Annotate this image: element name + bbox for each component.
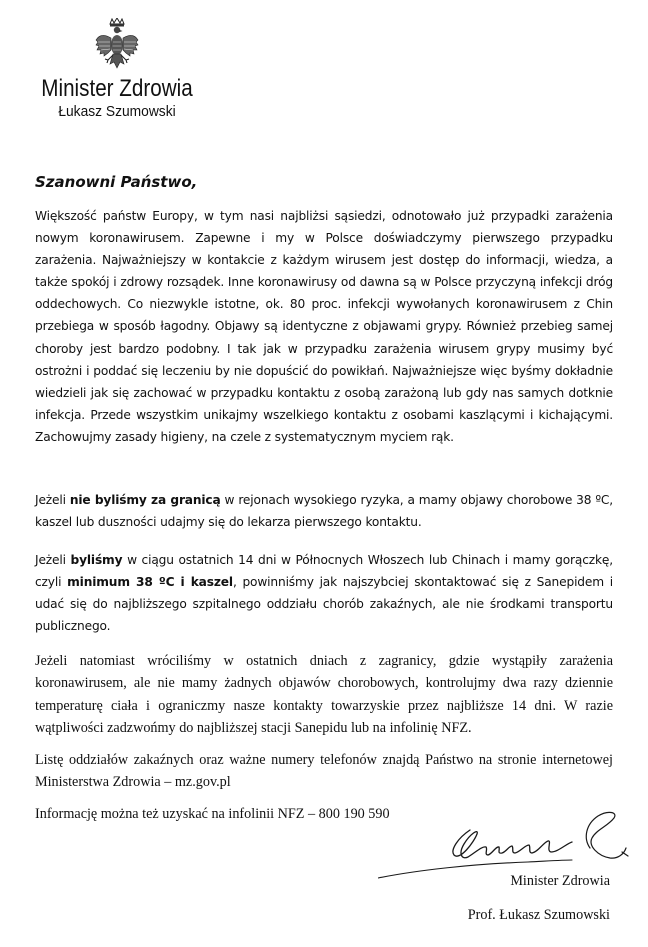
signature-title: Minister Zdrowia: [510, 873, 610, 889]
paragraph-abroad: Jeżeli byliśmy w ciągu ostatnich 14 dni w Północnych Włoszech lub Chinach i mamy gorączkę, czyli minimum 38 ºC i kaszel, powinniśmy jak najszybciej skontaktować się z Sanepidem i udać się do najbliższego szpitalnego oddziału chorób zakaźnych, ale nie środkami transportu publicznego.: [35, 553, 614, 634]
paragraph-intro: Większość państw Europy, w tym nasi najbliżsi sąsiedzi, odnotowało już przypadki zarażenia nowym koronawirusem. Zapewne i my w Polsce doświadczymy pierwszego przypadku zarażenia. Najważniejszy w kontakcie z każdym wirusem jest dostęp do informacji, wiedza, a także spokój i zdrowy rozsądek. Inne koronawirusy od dawna są w Polsce przyczyną infekcji dróg oddechowych. Co niezwykle istotne, ok. 80 proc. infekcji wywołanych koronawirusem z Chin przebiega w sposób łagodny. Objawy są identyczne z objawami grypy. Również przebieg samej choroby jest bardzo podobny. I tak jak w przypadku zarażenia wirusem grypy musimy być ostrożni i poddać się leczeniu by nie dopuścić do powikłań. Najważniejsze więc byśmy dokładnie wiedzieli jak się zachować w przypadku kontaktu z osobą zarażoną lub gdy nas samych dotknie infekcja. Przede wszystkim unikajmy wszelkiego kontaktu z osobami kaszlącymi i kichającymi. Zachowujmy zasady higieny, na czele z systematycznym myciem rąk.: [35, 209, 613, 444]
paragraph-not-abroad: Jeżeli nie byliśmy za granicą w rejonach wysokiego ryzyka, a mamy objawy chorobowe 38 ºC, kaszel lub duszności udajmy się do lekarza pierwszego kontaktu.: [35, 493, 613, 530]
paragraph-hotline: Informację można też uzyskać na infolinii NFZ – 800 190 590: [35, 806, 390, 822]
handwritten-signature: [378, 808, 648, 883]
letterhead-name: Łukasz Szumowski: [58, 103, 176, 120]
signature-name: Prof. Łukasz Szumowski: [467, 907, 610, 923]
salutation: Szanowni Państwo,: [35, 173, 198, 191]
emphasis-not-abroad: nie byliśmy za granicą: [69, 493, 221, 507]
emphasis-fever-cough: minimum 38 ºC i kaszel: [67, 575, 233, 590]
letterhead: [22, 18, 212, 121]
paragraph-website: Listę oddziałów zakaźnych oraz ważne numery telefonów znajdą Państwo na stronie internetowej Ministerstwa Zdrowia – mz.gov.pl: [35, 752, 613, 791]
polish-eagle-emblem-icon: [94, 18, 140, 74]
emphasis-were-abroad: byliśmy: [70, 553, 123, 567]
paragraph-returned: Jeżeli natomiast wróciliśmy w ostatnich dniach z zagranicy, gdzie wystąpiły zarażenia koronawirusem, ale nie mamy żadnych objawów chorobowych, kontrolujmy dwa razy dziennie temperaturę ciała i ograniczmy nasze kontakty towarzyskie przez najbliższe 14 dni. W razie wątpliwości zadzwońmy do najbliższej stacji Sanepidu lub na infolinię NFZ.: [35, 653, 613, 736]
letterhead-title: Minister Zdrowia: [41, 75, 193, 102]
